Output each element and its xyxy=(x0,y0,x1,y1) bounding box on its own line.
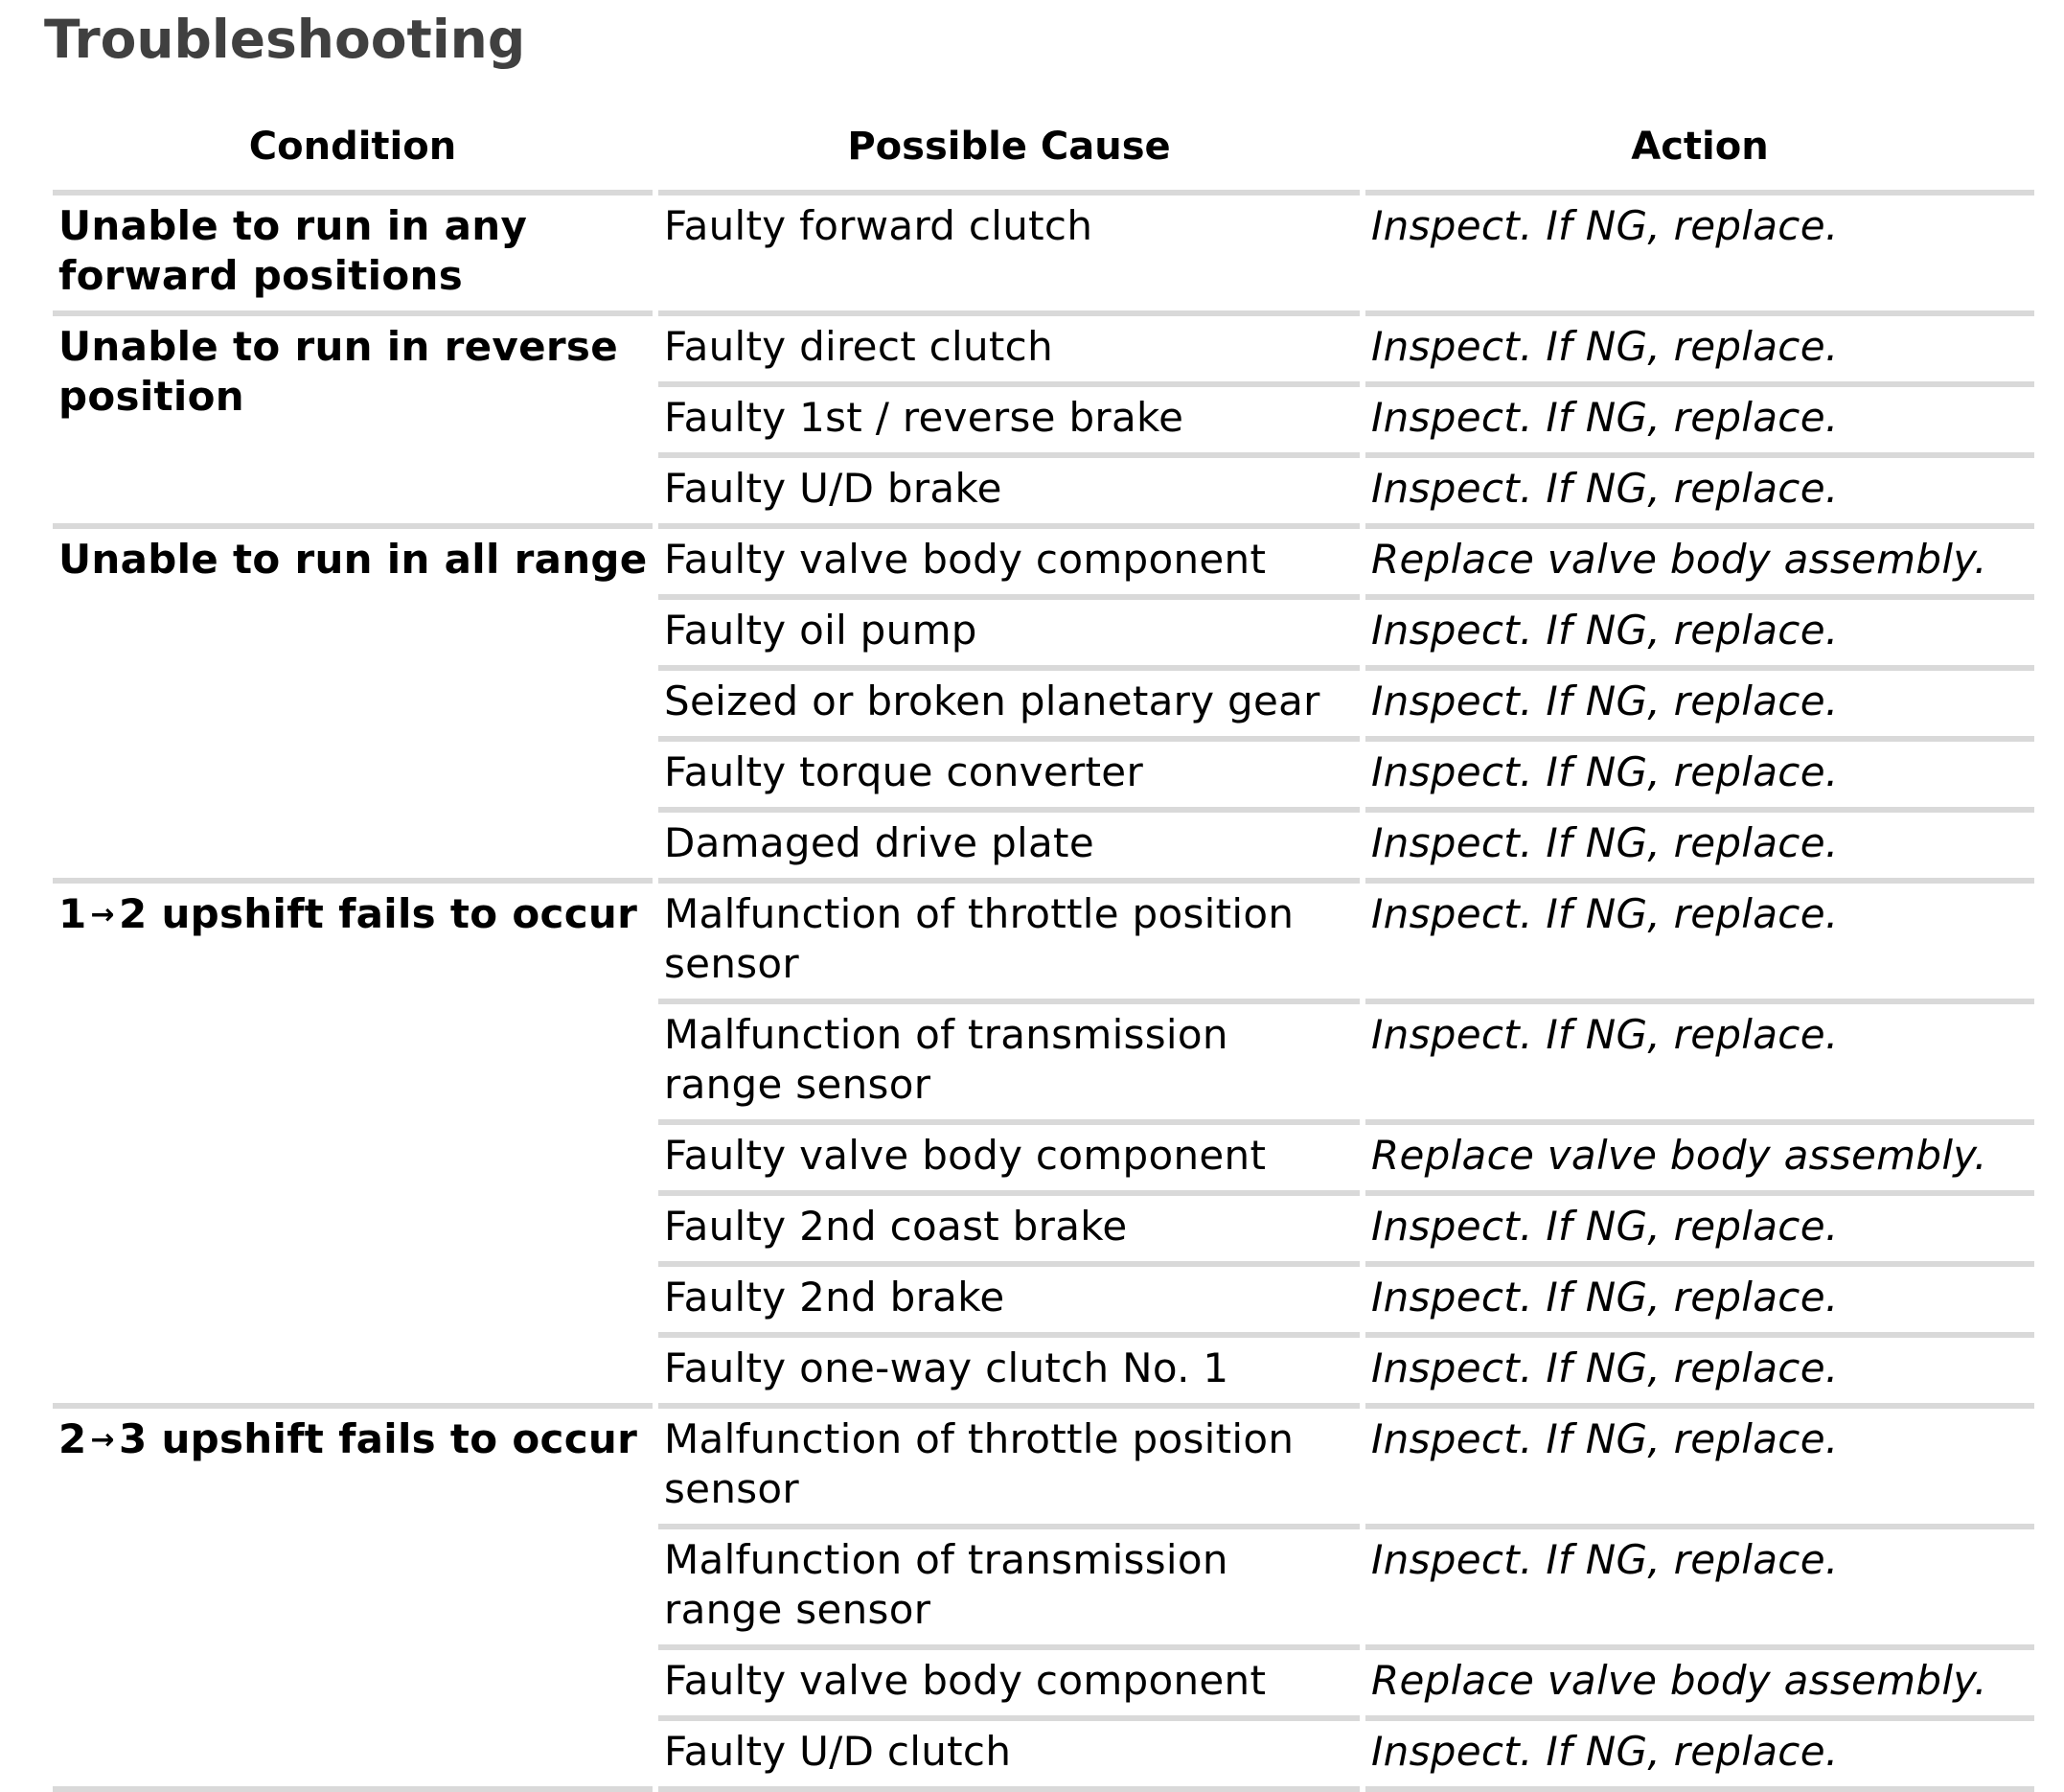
cause-cell: Faulty forward clutch xyxy=(658,195,1360,316)
condition-text: upshift fails to occur xyxy=(161,890,638,937)
cause-cell: Faulty 1st / reverse brake xyxy=(658,387,1360,458)
header-condition: Condition xyxy=(53,103,653,195)
cause-cell: Faulty oil pump xyxy=(658,600,1360,671)
action-cell: Inspect. If NG, replace. xyxy=(1365,884,2034,1004)
cause-cell: Faulty U/D brake xyxy=(658,458,1360,529)
table-row xyxy=(53,316,2034,387)
cause-cell: Seized or broken planetary gear xyxy=(658,671,1360,742)
action-cell: Replace valve body assembly. xyxy=(1365,529,2034,600)
cause-cell: Faulty one-way clutch No. 1 xyxy=(658,1338,1360,1409)
table-row xyxy=(53,884,2034,1004)
condition-cell: Unable to run in all range xyxy=(53,529,653,884)
condition-cell: Unable to run in reverse position xyxy=(53,316,653,529)
cause-cell: Faulty valve body component xyxy=(658,529,1360,600)
table-row xyxy=(53,195,2034,316)
gear-from: 2 xyxy=(58,1415,87,1462)
troubleshooting-table xyxy=(47,103,2040,1792)
action-cell: Inspect. If NG, replace. xyxy=(1365,1267,2034,1338)
cause-cell: Malfunction of throttle position sensor xyxy=(658,1409,1360,1529)
table-header-row xyxy=(53,103,2034,195)
action-cell: Inspect. If NG, replace. xyxy=(1365,1338,2034,1409)
table-body xyxy=(53,195,2034,1792)
action-cell: Inspect. If NG, replace. xyxy=(1365,1529,2034,1650)
header-possible-cause: Possible Cause xyxy=(658,103,1360,195)
action-cell: Inspect. If NG, replace. xyxy=(1365,195,2034,316)
cause-cell: Malfunction of throttle position sensor xyxy=(658,884,1360,1004)
cause-cell: Faulty U/D clutch xyxy=(658,1721,1360,1792)
action-cell: Inspect. If NG, replace. xyxy=(1365,742,2034,813)
table-row xyxy=(53,529,2034,600)
condition-text: upshift fails to occur xyxy=(161,1415,638,1462)
action-cell: Inspect. If NG, replace. xyxy=(1365,458,2034,529)
action-cell: Inspect. If NG, replace. xyxy=(1365,316,2034,387)
gear-to: 3 xyxy=(118,1415,148,1462)
page-title: Troubleshooting xyxy=(44,9,526,70)
action-cell: Replace valve body assembly. xyxy=(1365,1650,2034,1721)
gear-to: 2 xyxy=(118,890,148,937)
cause-cell: Faulty valve body component xyxy=(658,1125,1360,1196)
cause-cell: Malfunction of transmission range sensor xyxy=(658,1529,1360,1650)
header-action: Action xyxy=(1365,103,2034,195)
arrow-right-icon: → xyxy=(90,1423,115,1457)
table-row xyxy=(53,1409,2034,1529)
cause-cell: Malfunction of transmission range sensor xyxy=(658,1004,1360,1125)
action-cell: Replace valve body assembly. xyxy=(1365,1125,2034,1196)
condition-cell xyxy=(53,1409,653,1792)
arrow-right-icon: → xyxy=(90,898,115,931)
action-cell: Inspect. If NG, replace. xyxy=(1365,1196,2034,1267)
condition-cell: Unable to run in any forward positions xyxy=(53,195,653,316)
action-cell: Inspect. If NG, replace. xyxy=(1365,387,2034,458)
cause-cell: Faulty direct clutch xyxy=(658,316,1360,387)
cause-cell: Faulty 2nd coast brake xyxy=(658,1196,1360,1267)
cause-cell: Faulty valve body component xyxy=(658,1650,1360,1721)
action-cell: Inspect. If NG, replace. xyxy=(1365,1409,2034,1529)
condition-cell xyxy=(53,884,653,1409)
action-cell: Inspect. If NG, replace. xyxy=(1365,813,2034,884)
action-cell: Inspect. If NG, replace. xyxy=(1365,671,2034,742)
cause-cell: Faulty torque converter xyxy=(658,742,1360,813)
cause-cell: Faulty 2nd brake xyxy=(658,1267,1360,1338)
action-cell: Inspect. If NG, replace. xyxy=(1365,600,2034,671)
gear-from: 1 xyxy=(58,890,87,937)
cause-cell: Damaged drive plate xyxy=(658,813,1360,884)
action-cell: Inspect. If NG, replace. xyxy=(1365,1004,2034,1125)
action-cell: Inspect. If NG, replace. xyxy=(1365,1721,2034,1792)
